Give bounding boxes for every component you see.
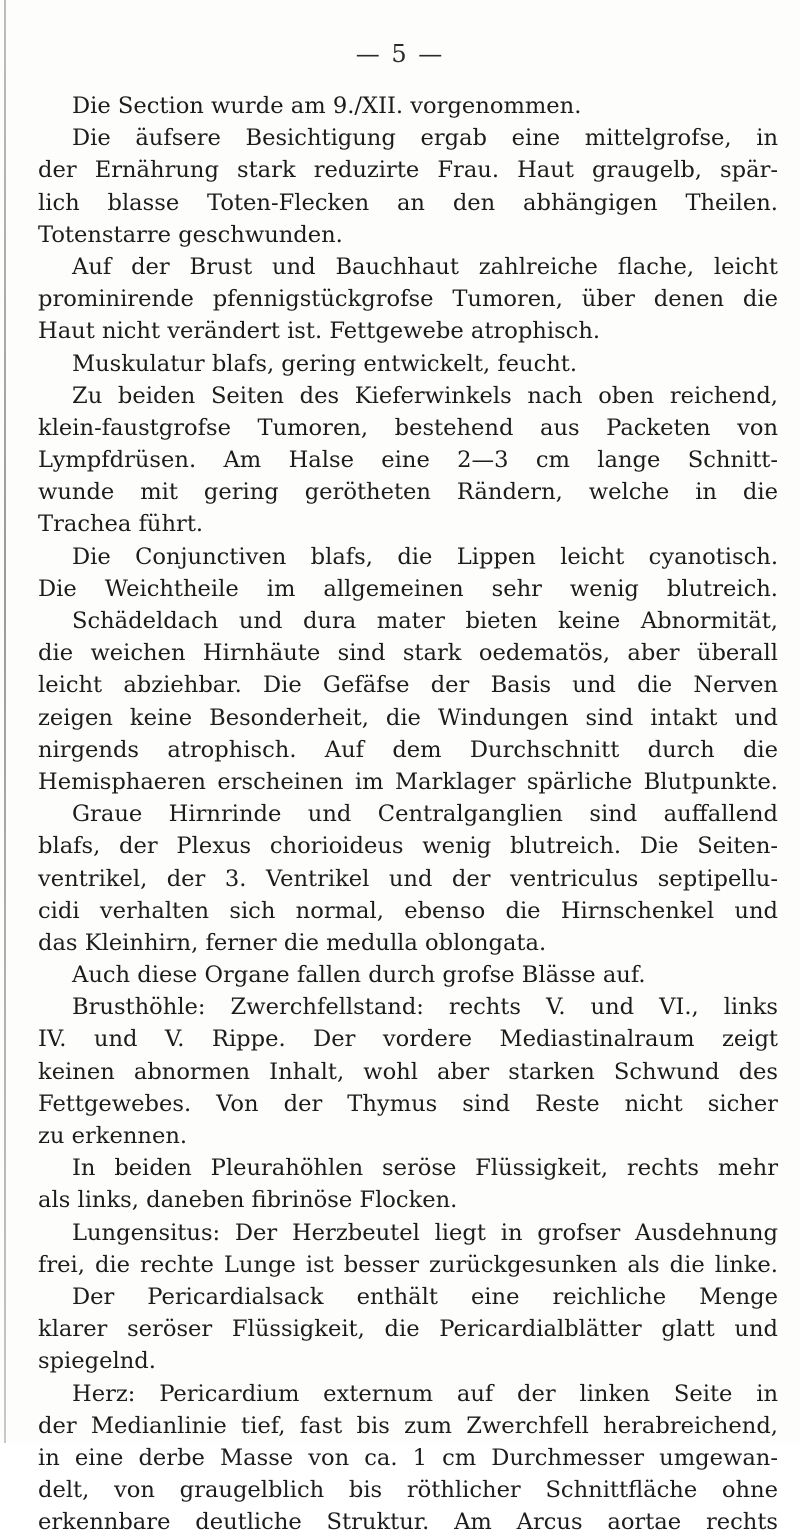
text-line: Die Section wurde am 9./XII. vorgenommen.: [72, 93, 582, 119]
text-line: prominirende pfennigstückgrofse Tumoren, über denen die: [38, 286, 778, 313]
text-line: ventrikel, der 3. Ventrikel und der ventriculus septipellu-: [38, 865, 778, 892]
text-line: zeigen keine Besonderheit, die Windungen sind intakt und: [38, 704, 778, 731]
text-line: Trachea führt.: [38, 511, 204, 538]
text-line: Brusthöhle: Zwerchfellstand: rechts V. und VI., links: [72, 994, 778, 1021]
text-line: nirgends atrophisch. Auf dem Durchschnitt durch die: [38, 736, 778, 763]
text-line: delt, von graugelblich bis röthlicher Schnittfläche ohne: [38, 1477, 778, 1504]
text-line: Haut nicht verändert ist. Fettgewebe atrophisch.: [38, 318, 601, 345]
text-line: IV. und V. Rippe. Der vordere Mediastinalraum zeigt: [38, 1026, 778, 1053]
text-line: der Medianlinie tief, fast bis zum Zwerchfell herabreichend,: [38, 1412, 778, 1439]
page-edge-shadow: [4, 0, 6, 1443]
text-line: Schädeldach und dura mater bieten keine Abnormität,: [72, 608, 778, 634]
body-text: [38, 90, 778, 1538]
text-line: Herz: Pericardium externum auf der linken Seite in: [72, 1380, 778, 1407]
text-line: in eine derbe Masse von ca. 1 cm Durchmesser umgewan-: [38, 1444, 778, 1471]
text-line: Totenstarre geschwunden.: [38, 221, 343, 248]
text-line: als links, daneben fibrinöse Flocken.: [38, 1187, 458, 1214]
text-line: klarer seröser Flüssigkeit, die Pericardialblätter glatt und: [38, 1316, 778, 1343]
text-line: Die äufsere Besichtigung ergab eine mittelgrofse, in: [72, 125, 778, 152]
text-line: Zu beiden Seiten des Kieferwinkels nach oben reichend,: [72, 382, 778, 409]
text-line: zu erkennen.: [38, 1123, 188, 1149]
text-line: Auf der Brust und Bauchhaut zahlreiche flache, leicht: [72, 253, 778, 280]
text-line: der Ernährung stark reduzirte Frau. Haut graugelb, spär-: [38, 157, 778, 184]
text-line: das Kleinhirn, ferner die medulla oblongata.: [38, 929, 547, 956]
text-line: Auch diese Organe fallen durch grofse Blässe auf.: [72, 962, 646, 989]
text-line: leicht abziehbar. Die Gefäfse der Basis und die Nerven: [38, 672, 778, 699]
text-line: spiegelnd.: [38, 1348, 156, 1375]
text-line: Der Pericardialsack enthält eine reichliche Menge: [72, 1283, 778, 1310]
text-line: Lympfdrüsen. Am Halse eine 2—3 cm lange Schnitt-: [38, 447, 778, 474]
text-line: keinen abnormen Inhalt, wohl aber starken Schwund des: [38, 1058, 778, 1085]
text-line: Fettgewebes. Von der Thymus sind Reste nicht sicher: [38, 1090, 778, 1117]
text-line: Graue Hirnrinde und Centralganglien sind auffallend: [72, 801, 778, 828]
text-line: cidi verhalten sich normal, ebenso die Hirnschenkel und: [38, 897, 778, 924]
text-line: blafs, der Plexus chorioideus wenig blutreich. Die Seiten-: [38, 833, 778, 860]
text-line: die weichen Hirnhäute sind stark oedematös, aber überall: [38, 640, 778, 667]
text-line: lich blasse Toten-Flecken an den abhängigen Theilen.: [38, 189, 778, 216]
text-line: wunde mit gering gerötheten Rändern, welche in die: [38, 479, 778, 506]
text-line: Hemisphaeren erscheinen im Marklager spärliche Blutpunkte.: [38, 768, 778, 795]
text-line: Muskulatur blafs, gering entwickelt, feucht.: [72, 350, 578, 377]
text-line: Die Weichtheile im allgemeinen sehr wenig blutreich.: [38, 575, 778, 602]
page-number: — 5 —: [355, 40, 445, 68]
text-line: Lungensitus: Der Herzbeutel liegt in grofser Ausdehnung: [72, 1219, 778, 1246]
text-line: In beiden Pleurahöhlen seröse Flüssigkeit, rechts mehr: [72, 1155, 778, 1182]
text-line: Die Conjunctiven blafs, die Lippen leicht cyanotisch.: [72, 543, 778, 570]
text-line: klein-faustgrofse Tumoren, bestehend aus Packeten von: [38, 414, 778, 441]
text-line: erkennbare deutliche Struktur. Am Arcus aortae rechts: [38, 1509, 778, 1536]
text-line: frei, die rechte Lunge ist besser zurückgesunken als die linke.: [38, 1251, 778, 1278]
